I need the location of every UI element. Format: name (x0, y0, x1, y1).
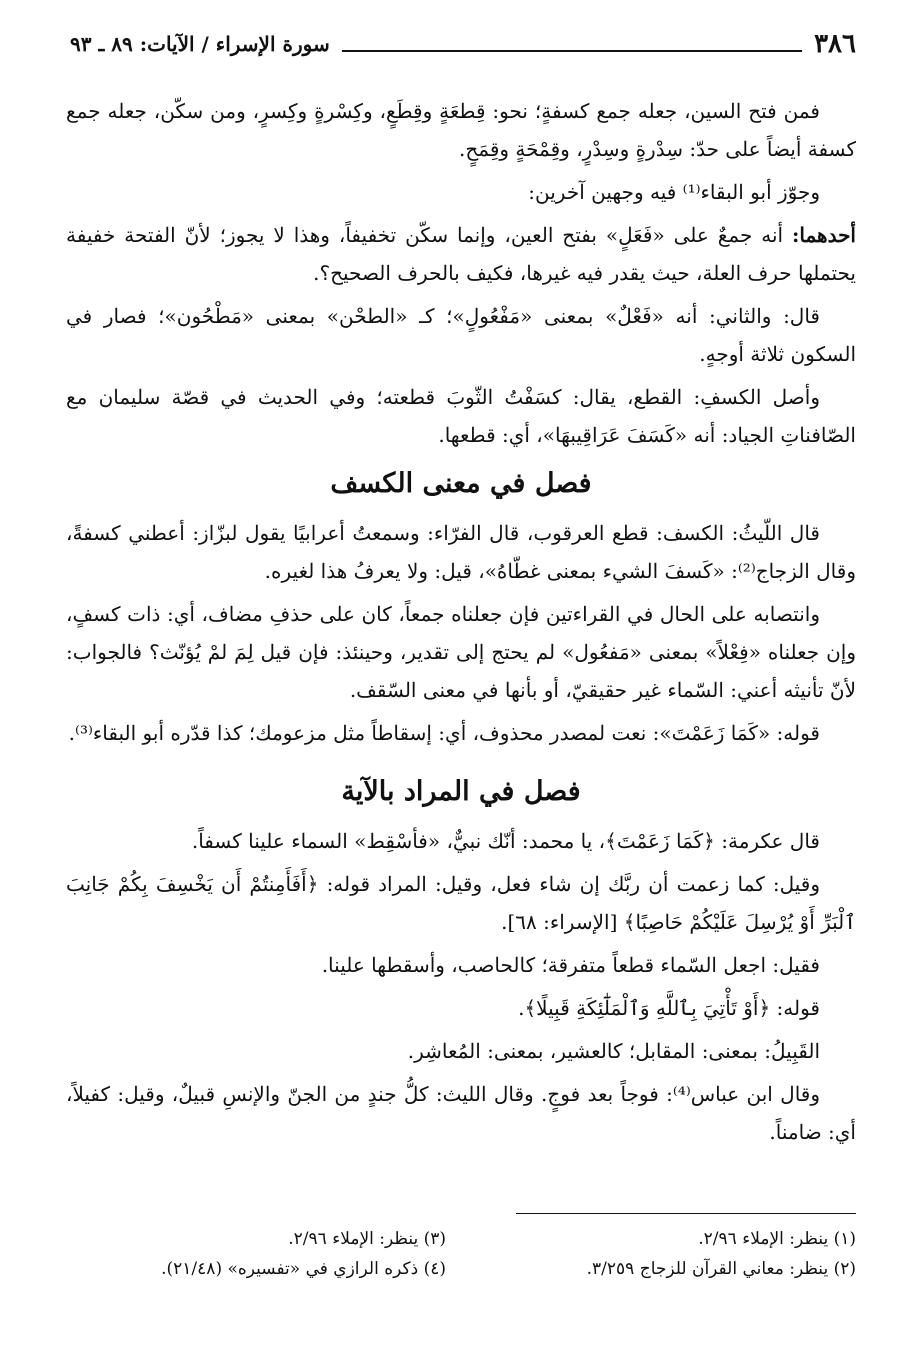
paragraph: قوله: ﴿أَوْ تَأْتِيَ بِٱللَّهِ وَٱلْمَلَٰٓئِكَةِ قَبِيلًا﴾. (518, 996, 820, 1020)
paragraph: وانتصابه على الحال في القراءتين فإن جعلناه جمعاً، كان على حذفِ مضاف، أي: ذات كسفٍ، وإن جعلناه «فِعْلاً» بمعنى «مَفعُول» لم يحتج إلى تقدير، وحينئذ: فإن قيل لِمَ لمْ يُؤنّث؟ فالجواب: لأنّ تأنيثه أعني: السّماء غير حقيقيّ، أو بأنها في معنى السّقف. (66, 602, 856, 702)
running-title: سورة الإسراء / الآيات: ٨٩ ـ ٩٣ (70, 32, 330, 56)
footnotes (66, 1226, 856, 1282)
paragraph (66, 216, 856, 292)
paragraph: وقيل: كما زعمت أن ربَّك إن شاء فعل، وقيل: المراد قوله: ﴿أَفَأَمِنتُمْ أَن يَخْسِفَ بِكُمْ جَانِبَ ٱلْبَرِّ أَوْ يُرْسِلَ عَلَيْكُمْ حَاصِبًا﴾ [الإسراء: ٦٨]. (66, 872, 856, 934)
paragraph: القَبِيلُ: بمعنى: المقابل؛ كالعشير، بمعنى: المُعاشِر. (407, 1039, 820, 1063)
footnote-1: (١) ينظر: الإملاء ٢/٩٦. (698, 1229, 856, 1249)
paragraph: فقيل: اجعل السّماء قطعاً متفرقة؛ كالحاصب، وأسقطها علينا. (321, 953, 820, 977)
page-number: ٣٨٦ (814, 29, 856, 59)
header-rule (342, 36, 802, 52)
paragraph: قوله: «كَمَا زَعَمْتَ»: نعت لمصدر محذوف، أي: إسقاطاً مثل مزعومك؛ كذا قدّره أبو البقاء⁽³⁾. (68, 721, 820, 745)
paragraph: قال اللّيثُ: الكسف: قطع العرقوب، قال الفرّاء: وسمعتُ أعرابيًا يقول لبزّاز: أعطني كسفةً، وقال الزجاج⁽²⁾: «كَسفَ الشيء بمعنى غطّاهُ»، قيل: ولا يعرفُ هذا لغيره. (66, 521, 856, 583)
paragraph: فمن فتح السين، جعله جمع كسفةٍ؛ نحو: قِطعَةٍ وقِطَعٍ، وكِسْرةٍ وكِسرٍ، ومن سكّن، جعله جمع كسفة أيضاً على حدّ: سِدْرةٍ وسِدْرٍ، وقِمْحَةٍ وقِمَحٍ. (66, 99, 856, 161)
paragraph: وأصل الكسفِ: القطع، يقال: كسَفْتُ الثّوبَ قطعته؛ وفي الحديث في قصّة سليمان مع الصّافناتِ الجياد: أنه «كَسَفَ عَرَاقِيبهَا»، أي: قطعها. (66, 385, 856, 447)
page-header (70, 26, 856, 62)
footnote-2: (٢) ينظر: معاني القرآن للزجاج ٣/٢٥٩. (586, 1259, 856, 1279)
footnote-3: (٣) ينظر: الإملاء ٢/٩٦. (288, 1229, 446, 1249)
footnote-rule (516, 1213, 856, 1214)
paragraph: وجوّز أبو البقاء⁽¹⁾ فيه وجهين آخرين: (528, 180, 820, 204)
footnote-4: (٤) ذكره الرازي في «تفسيره» (٢١/٤٨). (161, 1259, 446, 1279)
section-heading: فصل في معنى الكسف (330, 468, 592, 499)
paragraph: قال عكرمة: ﴿كَمَا زَعَمْتَ﴾، يا محمد: أنّك نبيٌّ، «فأسْقِط» السماء علينا كسفاً. (191, 829, 820, 853)
paragraph-text: أنه جمعٌ على «فَعَلٍ» بفتح العين، وإنما سكّن تخفيفاً، وهذا لا يجوز؛ لأنّ الفتحة خفيفة يحتملها حرف العلة، حيث يقدر فيه غيرها، فكيف بالحرف الصحيح؟. (66, 223, 856, 285)
main-text (66, 92, 856, 1156)
paragraph: قال: والثاني: أنه «فَعْلٌ» بمعنى «مَفْعُولٍ»؛ كـ «الطحْن» بمعنى «مَطْحُون»؛ فصار في السكون ثلاثة أوجهٍ. (66, 304, 856, 366)
section-heading: فصل في المراد بالآية (341, 776, 581, 807)
paragraph: وقال ابن عباس⁽⁴⁾: فوجاً بعد فوجٍ. وقال الليث: كلُّ جندٍ من الجنّ والإنسِ قبيلٌ، وقيل: كفيلاً، أي: ضامناً. (66, 1082, 856, 1144)
paragraph-lead: أحدهما: (791, 223, 856, 247)
